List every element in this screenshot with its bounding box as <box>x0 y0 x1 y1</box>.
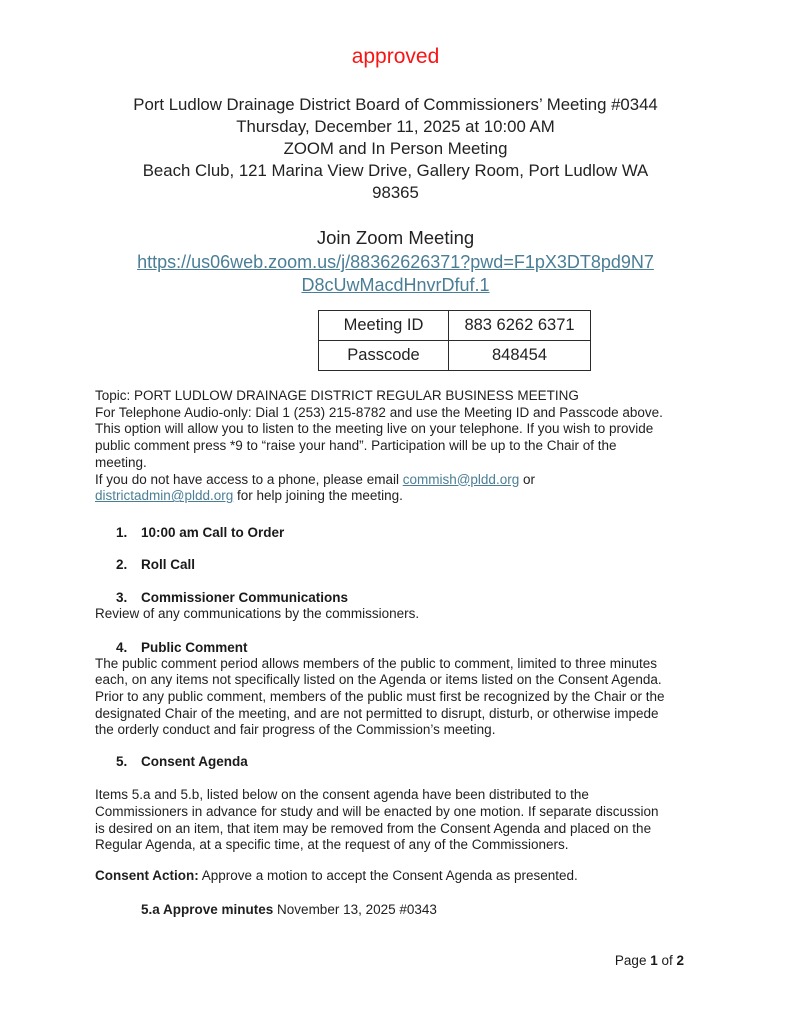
table-row-meeting-id <box>319 311 591 341</box>
public-comment-line-1: The public comment period allows members of the public to comment, limited to three minutes <box>95 655 657 671</box>
agenda-item-5-title: Consent Agenda <box>141 754 248 770</box>
title-line-meeting-number: Port Ludlow Drainage District Board of Commissioners’ Meeting #0344 <box>133 95 658 114</box>
page-number-current: 1 <box>650 953 658 968</box>
agenda-item-1-heading <box>116 524 791 541</box>
consent-action-text: Approve a motion to accept the Consent Agenda as presented. <box>198 867 578 883</box>
meeting-info-block <box>95 388 715 505</box>
agenda-item-4-body <box>95 656 715 740</box>
public-comment-line-5: the orderly conduct and fair progress of the Commission’s meeting. <box>95 722 496 738</box>
agenda-item-5a-text: November 13, 2025 #0343 <box>273 901 437 917</box>
page-number <box>615 952 684 969</box>
agenda-item-5a-label: 5.a Approve minutes <box>141 901 274 917</box>
commish-email-link[interactable]: commish@pldd.org <box>402 471 520 487</box>
consent-line-2: Commissioners in advance for study and will be enacted by one motion. If separate discussion <box>95 803 659 819</box>
page-number-pre: Page <box>614 953 651 968</box>
consent-action-label: Consent Action: <box>95 867 199 883</box>
title-line-datetime: Thursday, December 11, 2025 at 10:00 AM <box>236 117 555 136</box>
consent-line-4: Regular Agenda, at a specific time, at the request of any of the Commissioners. <box>95 837 569 853</box>
agenda-item-4-heading <box>116 639 791 656</box>
meeting-id-value: 883 6262 6371 <box>449 311 591 341</box>
public-comment-line-2: each, on any items not specifically listed on the Agenda or items listed on the Consent Agenda. <box>95 672 662 688</box>
agenda-item-4-title: Public Comment <box>141 639 248 655</box>
title-line-zipcode: 98365 <box>372 183 419 202</box>
zoom-link-line1: https://us06web.zoom.us/j/88362626371?pwd=F1pX3DT8pd9N7 <box>137 252 654 272</box>
agenda-item-5-number: 5. <box>116 754 128 770</box>
title-line-location: Beach Club, 121 Marina View Drive, Gallery Room, Port Ludlow WA <box>142 161 649 180</box>
consent-action-line <box>95 868 715 885</box>
agenda-item-1-title: 10:00 am Call to Order <box>141 524 285 540</box>
email-help-line-1 <box>95 472 715 489</box>
districtadmin-email-link[interactable]: districtadmin@pldd.org <box>95 488 234 504</box>
agenda-item-3-number: 3. <box>116 589 128 605</box>
email-help-line-2 <box>95 488 715 505</box>
page-number-mid: of <box>657 953 677 968</box>
topic-line: Topic: PORT LUDLOW DRAINAGE DISTRICT REGULAR BUSINESS MEETING <box>95 388 579 403</box>
meeting-id-label: Meeting ID <box>319 311 449 341</box>
agenda-item-3-body: Review of any communications by the commissioners. <box>95 605 420 621</box>
table-row-passcode <box>319 341 591 371</box>
agenda-item-2-heading <box>116 556 791 573</box>
option-line-1: This option will allow you to listen to the meeting live on your telephone. If you wish to provide <box>95 421 654 437</box>
meeting-credentials-table <box>318 310 591 371</box>
agenda-item-5-heading <box>116 753 791 770</box>
email-or-text: or <box>519 471 535 487</box>
consent-line-3: is desired on an item, that item may be removed from the Consent Agenda and placed on the <box>95 820 652 836</box>
passcode-value: 848454 <box>449 341 591 371</box>
zoom-link-container <box>0 251 791 297</box>
public-comment-line-3: Prior to any public comment, members of the public must first be recognized by the Chair or the <box>95 689 665 705</box>
meeting-title-block <box>0 94 791 204</box>
option-line-3: meeting. <box>95 454 147 470</box>
approved-stamp: approved <box>351 45 440 68</box>
consent-line-1: Items 5.a and 5.b, listed below on the consent agenda have been distributed to the <box>95 787 589 803</box>
page-number-total: 2 <box>676 953 684 968</box>
agenda-item-2-title: Roll Call <box>141 556 196 572</box>
join-zoom-heading: Join Zoom Meeting <box>316 227 475 248</box>
agenda-item-3-heading <box>116 589 791 606</box>
agenda-item-5a-line <box>141 901 791 918</box>
zoom-link-line2: D8cUwMacdHnvrDfuf.1 <box>301 275 490 295</box>
email-pre-text: If you do not have access to a phone, please email <box>95 471 403 487</box>
telephone-audio-line: For Telephone Audio-only: Dial 1 (253) 215-8782 and use the Meeting ID and Passcode above. <box>95 404 663 420</box>
passcode-label: Passcode <box>319 341 449 371</box>
agenda-item-1-number: 1. <box>116 524 128 540</box>
public-comment-line-4: designated Chair of the meeting, and are not permitted to disrupt, disturb, or otherwise impede <box>95 705 659 721</box>
zoom-meeting-link[interactable] <box>137 252 654 295</box>
email-post-text: for help joining the meeting. <box>233 488 403 504</box>
agenda-item-3-title: Commissioner Communications <box>141 589 349 605</box>
title-line-format: ZOOM and In Person Meeting <box>283 139 508 158</box>
agenda-item-4-number: 4. <box>116 639 128 655</box>
consent-agenda-body <box>95 787 715 854</box>
agenda-item-2-number: 2. <box>116 556 128 572</box>
option-line-2: public comment press *9 to “raise your hand”. Participation will be up to the Chair of the <box>95 438 617 454</box>
